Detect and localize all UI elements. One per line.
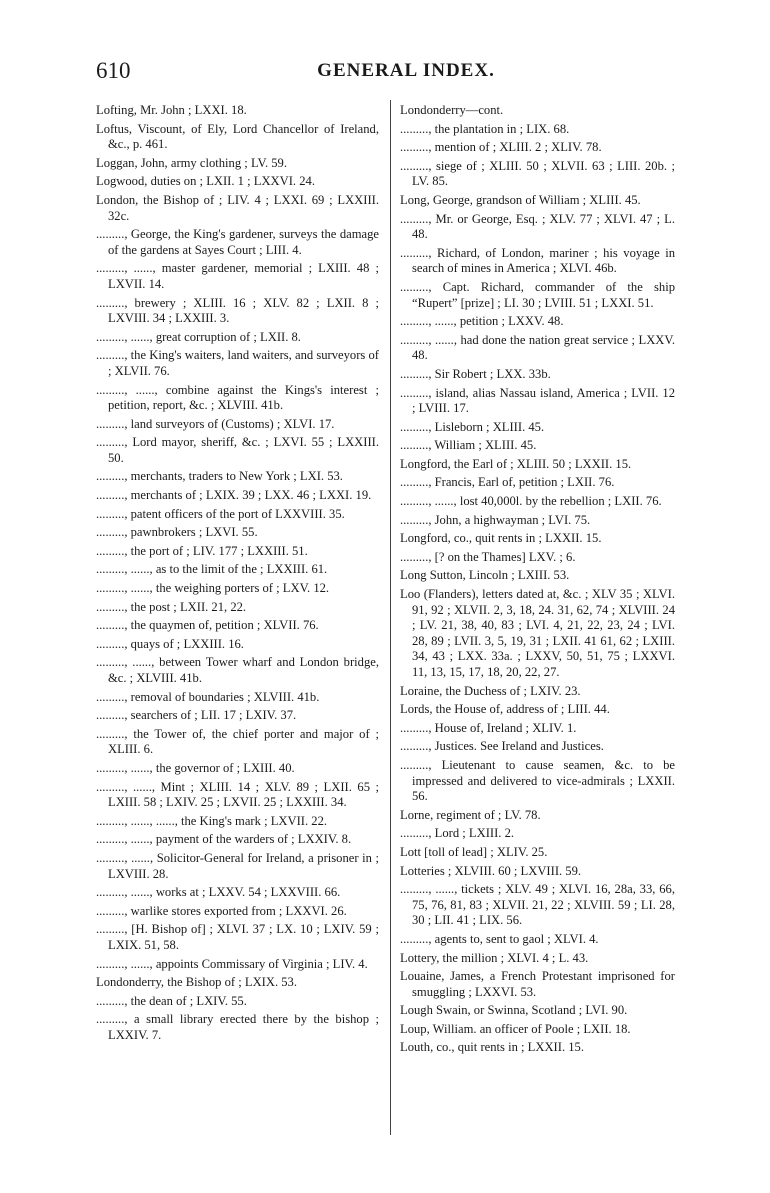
index-entry: ........., Lord mayor, sheriff, &c. ; LXVI. 55 ; LXXIII. 50. [96,435,379,465]
index-column-left [96,103,379,1046]
page-header [96,58,716,88]
index-entry: ........., Justices. See Ireland and Justices. [400,739,604,754]
index-entry: Lords, the House of, address of ; LIII. 44. [400,702,610,717]
index-entry: Lotteries ; XLVIII. 60 ; LXVIII. 59. [400,863,582,878]
index-entry: Lottery, the million ; XLVI. 4 ; L. 43. [400,950,589,965]
index-entry: Lott [toll of lead] ; XLIV. 25. [400,844,548,859]
index-entry: ........., ......, combine against the Kings's interest ; petition, report, &c. ; XLVIII. 41b. [96,382,379,413]
index-entry: ........., ......, the weighing porters of ; LXV. 12. [96,581,330,596]
index-entry: ........., warlike stores exported from ; LXXVI. 26. [96,903,347,918]
index-entry: ........., ......, tickets ; XLV. 49 ; XLVI. 16, 28a, 33, 66, 75, 76, 81, 83 ; XLVII. 21, 22 ; XLVIII. 59 ; LI. 28, 30 ; LII. 41 ; LIX. 56. [400,882,675,928]
index-entry: ........., ......, appoints Commissary of Virginia ; LIV. 4. [96,956,368,971]
index-entry: ........., ......, lost 40,000l. by the rebellion ; LXII. 76. [400,494,662,509]
index-entry: ........., searchers of ; LII. 17 ; LXIV. 37. [96,708,297,723]
index-entry: Londonderry—cont. [400,103,504,117]
index-entry: ........., quays of ; LXXIII. 16. [96,636,244,651]
index-entry: ........., John, a highwayman ; LVI. 75. [400,512,591,527]
index-entry: Loup, William. an officer of Poole ; LXII. 18. [400,1021,631,1036]
page-title: GENERAL INDEX. [317,60,495,81]
index-entry: Lorne, regiment of ; LV. 78. [400,807,541,822]
index-entry: ........., the plantation in ; LIX. 68. [400,121,570,136]
index-entry: ........., Capt. Richard, commander of the ship “Rupert” [prize] ; LI. 30 ; LVIII. 51 ; LXXI. 51. [400,279,675,310]
index-entry: ........., land surveyors of (Customs) ; XLVI. 17. [96,416,335,431]
index-entry: ........., Francis, Earl of, petition ; LXII. 76. [400,475,615,490]
index-entry: ........., [H. Bishop of] ; XLVI. 37 ; LX. 10 ; LXIV. 59 ; LXIX. 51, 58. [96,922,379,952]
index-entry: ........., ......, works at ; LXXV. 54 ; LXXVIII. 66. [96,885,341,900]
index-entry: ........., ......, petition ; LXXV. 48. [400,314,564,329]
index-entry: ........., George, the King's gardener, surveys the damage of the gardens at Sayes Court ; LIII. 4. [96,227,379,257]
index-entry: ........., Lord ; LXIII. 2. [400,826,515,841]
index-entry: ........., Mr. or George, Esq. ; XLV. 77 ; XLVI. 47 ; L. 48. [400,211,675,242]
index-entry: Londonderry, the Bishop of ; LXIX. 53. [96,975,298,990]
index-entry: ........., Richard, of London, mariner ; his voyage in search of mines in America ; XLVI. 46b. [400,245,675,276]
index-entry: ........., a small library erected there by the bishop ; LXXIV. 7. [96,1012,379,1042]
index-entry: Lofting, Mr. John ; LXXI. 18. [96,103,247,117]
index-entry: Longford, the Earl of ; XLIII. 50 ; LXXII. 15. [400,456,632,471]
index-entry: ........., House of, Ireland ; XLIV. 1. [400,720,577,735]
index-entry: ........., William ; XLIII. 45. [400,438,537,453]
index-entry: ........., Lieutenant to cause seamen, &c. to be impressed and delivered to vice-admirals ; LXXII. 56. [400,757,675,804]
index-entry: Logwood, duties on ; LXII. 1 ; LXXVI. 24. [96,174,315,189]
index-entry: ........., pawnbrokers ; LXVI. 55. [96,525,258,540]
index-entry: ........., ......, between Tower wharf and London bridge, &c. ; XLVIII. 41b. [96,655,379,685]
index-entry: Louth, co., quit rents in ; LXXII. 15. [400,1040,584,1055]
index-entry: ........., ......, ......, the King's mark ; LXVII. 22. [96,813,328,828]
index-entry: ........., merchants, traders to New York ; LXI. 53. [96,469,343,484]
index-entry: ........., ......, Solicitor-General for Ireland, a prisoner in ; LXVIII. 28. [96,850,379,881]
index-entry: ........., the Tower of, the chief porter and major of ; XLIII. 6. [96,726,379,757]
index-entry: ........., siege of ; XLIII. 50 ; XLVII. 63 ; LIII. 20b. ; LV. 85. [400,158,675,189]
index-entry: London, the Bishop of ; LIV. 4 ; LXXI. 69 ; LXXIII. 32c. [96,192,379,223]
index-entry: ........., ......, master gardener, memorial ; LXIII. 48 ; LXVII. 14. [96,261,379,291]
index-entry: ........., patent officers of the port of LXXVIII. 35. [96,506,345,521]
index-entry: ........., ......, had done the nation great service ; LXXV. 48. [400,332,675,363]
index-entry: ........., ......, the governor of ; LXIII. 40. [96,760,295,775]
index-entry: ........., island, alias Nassau island, America ; LVII. 12 ; LVIII. 17. [400,385,675,416]
index-entry: ........., ......, Mint ; XLIII. 14 ; XLV. 89 ; LXII. 65 ; LXIII. 58 ; LXIV. 25 ; LXVII. 25 ; LXXIII. 34. [96,779,379,810]
index-entry: Louaine, James, a French Protestant imprisoned for smuggling ; LXXVI. 53. [400,969,675,999]
index-entry: Longford, co., quit rents in ; LXXII. 15. [400,531,602,546]
index-entry: ........., [? on the Thames] LXV. ; 6. [400,549,576,564]
index-entry: Loo (Flanders), letters dated at, &c. ; XLV 35 ; XLVI. 91, 92 ; XLVII. 2, 3, 18, 24. 31, 62, 74 ; XLVIII. 24 ; LV. 21, 38, 40, 83 ; LVI. 4, 21, 22, 23, 24 ; LVI. 28, 89 ; LVII. 3, 5, 19, 31 ; LXII. 41 61, 62 ; LXIII. 34, 43 ; LXX. 33a. ; LXXV, 50, 51, 75 ; LXXVI. 11, 13, 15, 17, 18, 20, 22, 27. [400,587,675,679]
index-entry: Lough Swain, or Swinna, Scotland ; LVI. 90. [400,1003,628,1018]
page-number: 610 [96,58,131,83]
index-entry: Long, George, grandson of William ; XLIII. 45. [400,192,641,207]
index-entry: ........., removal of boundaries ; XLVIII. 41b. [96,689,320,704]
index-entry: ........., ......, payment of the warders of ; LXXIV. 8. [96,832,352,847]
index-entry: Loggan, John, army clothing ; LV. 59. [96,155,287,170]
index-entry: ........., the post ; LXII. 21, 22. [96,599,247,614]
index-entry: Loraine, the Duchess of ; LXIV. 23. [400,683,581,698]
index-entry: ........., the quaymen of, petition ; XLVII. 76. [96,618,319,633]
index-entry: Loftus, Viscount, of Ely, Lord Chancellor of Ireland, &c., p. 461. [96,121,379,152]
index-entry: ........., the port of ; LIV. 177 ; LXXIII. 51. [96,543,308,558]
index-column-right [400,103,675,1059]
index-entry: ........., mention of ; XLIII. 2 ; XLIV. 78. [400,140,602,155]
index-entry: ........., Sir Robert ; LXX. 33b. [400,366,551,381]
index-entry: ........., merchants of ; LXIX. 39 ; LXX. 46 ; LXXI. 19. [96,488,372,503]
index-entry: ........., the dean of ; LXIV. 55. [96,993,247,1008]
index-entry: ........., brewery ; XLIII. 16 ; XLV. 82 ; LXII. 8 ; LXVIII. 34 ; LXXIII. 3. [96,295,379,326]
index-entry: ........., ......, as to the limit of the ; LXXIII. 61. [96,562,328,577]
index-entry: ........., Lisleborn ; XLIII. 45. [400,419,545,434]
index-entry: Long Sutton, Lincoln ; LXIII. 53. [400,568,570,583]
column-divider [390,100,391,1135]
index-entry: ........., ......, great corruption of ; LXII. 8. [96,329,301,344]
index-entry: ........., agents to, sent to gaol ; XLVI. 4. [400,931,599,946]
index-entry: ........., the King's waiters, land waiters, and surveyors of ; XLVII. 76. [96,348,379,378]
